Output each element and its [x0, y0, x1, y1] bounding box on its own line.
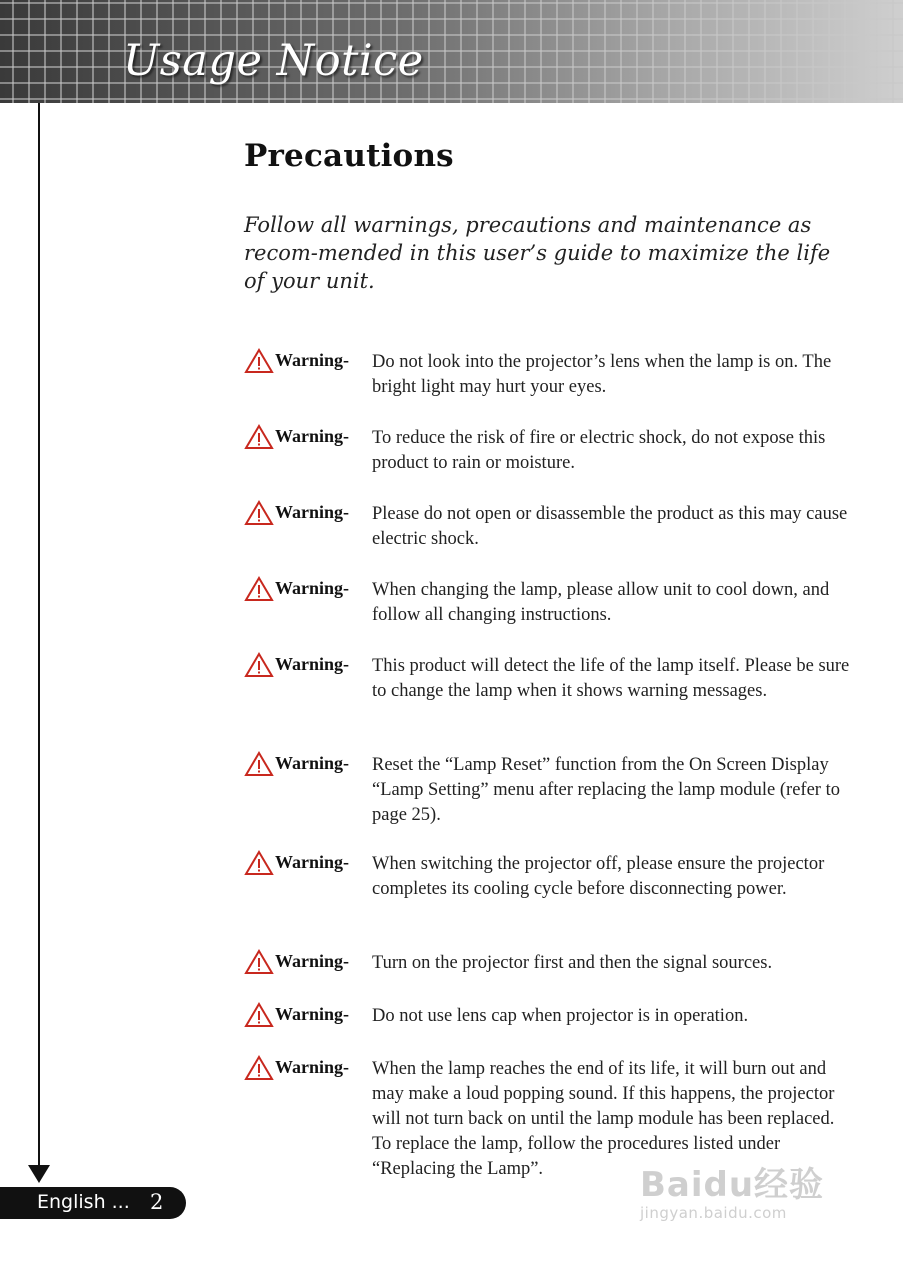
footer-language: English ...: [37, 1191, 130, 1213]
watermark-brand: Baidu经验: [640, 1165, 825, 1205]
warning-text: To reduce the risk of fire or electric shock, do not expose this product to rain or moisture.: [372, 428, 826, 473]
warning-label: Warning-: [275, 426, 350, 446]
watermark: [640, 1165, 825, 1222]
warning-text: Turn on the projector first and then the signal sources.: [372, 953, 773, 973]
warning-label: Warning-: [275, 753, 350, 773]
warning-label: Warning-: [275, 852, 350, 872]
warning-label: Warning-: [275, 578, 350, 598]
warning-text: When the lamp reaches the end of its life, it will burn out and may make a loud popping sound. If this happens, the projector will not turn back on until the lamp module has been replaced. To replace the lamp, follow the procedures listed under “Replacing the Lamp”.: [372, 1059, 835, 1179]
warning-triangle-icon: [244, 652, 274, 678]
warning-text: Please do not open or disassemble the product as this may cause electric shock.: [372, 504, 848, 549]
down-arrow-icon: [28, 1165, 50, 1183]
warning-label: Warning-: [275, 654, 350, 674]
margin-rule: [38, 103, 40, 1168]
watermark-url: jingyan.baidu.com: [640, 1204, 787, 1222]
warning-label: Warning-: [275, 350, 350, 370]
warning-label: Warning-: [275, 951, 350, 971]
header-banner: [0, 0, 903, 103]
warning-label: Warning-: [275, 502, 350, 522]
page-footer: [0, 1187, 186, 1219]
warning-text: Do not look into the projector’s lens when the lamp is on. The bright light may hurt your eyes.: [372, 352, 832, 397]
page-title: Precautions: [244, 138, 454, 174]
page-number: 2: [150, 1190, 164, 1214]
warning-triangle-icon: [244, 1002, 274, 1028]
warning-triangle-icon: [244, 850, 274, 876]
warning-text: When switching the projector off, please ensure the projector completes its cooling cycle before disconnecting power.: [372, 854, 825, 899]
warning-triangle-icon: [244, 424, 274, 450]
warning-text: Do not use lens cap when projector is in operation.: [372, 1006, 749, 1026]
warning-text: When changing the lamp, please allow unit to cool down, and follow all changing instructions.: [372, 580, 830, 625]
warning-triangle-icon: [244, 500, 274, 526]
intro-paragraph: Follow all warnings, precautions and maintenance as recom-mended in this user’s guide to maximize the life of your unit.: [244, 213, 831, 293]
warning-triangle-icon: [244, 348, 274, 374]
warning-label: Warning-: [275, 1057, 350, 1077]
warning-text: This product will detect the life of the lamp itself. Please be sure to change the lamp when it shows warning messages.: [372, 656, 850, 701]
warning-triangle-icon: [244, 949, 274, 975]
warning-triangle-icon: [244, 751, 274, 777]
header-title: Usage Notice: [123, 36, 424, 86]
warning-label: Warning-: [275, 1004, 350, 1024]
warning-triangle-icon: [244, 1055, 274, 1081]
warning-triangle-icon: [244, 576, 274, 602]
warning-text: Reset the “Lamp Reset” function from the On Screen Display “Lamp Setting” menu after replacing the lamp module (refer to page 25).: [372, 755, 840, 825]
